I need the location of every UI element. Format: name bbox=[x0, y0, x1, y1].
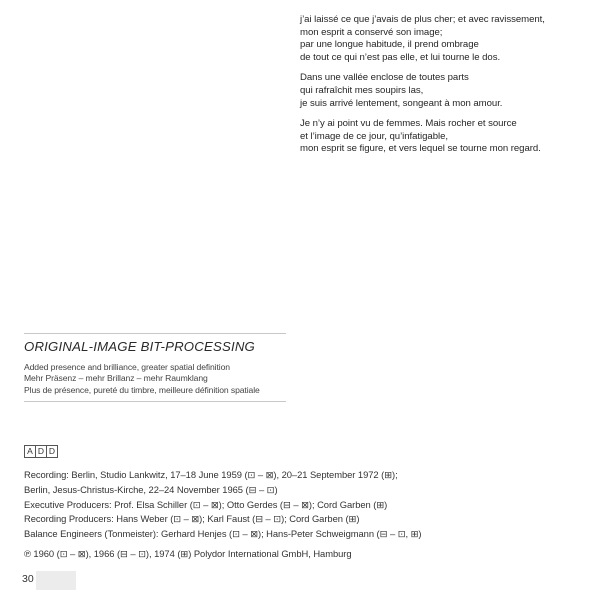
poem-line: je suis arrivé lentement, songeant à mon amour. bbox=[300, 97, 503, 109]
credit-recording-producers: Recording Producers: Hans Weber (⊡ – ⊠); Karl Faust (⊟ – ⊡); Cord Garben (⊞) bbox=[24, 513, 360, 525]
poem-line: et l’image de ce jour, qu’infatigable, bbox=[300, 130, 448, 142]
add-code-letter: D bbox=[46, 445, 58, 458]
page-number: 30 bbox=[22, 573, 34, 585]
poem-stanza-3 bbox=[300, 118, 590, 156]
poem-line: Je n’y ai point vu de femmes. Mais rocher et source bbox=[300, 118, 517, 130]
credit-executive-producers: Executive Producers: Prof. Elsa Schiller (⊡ – ⊠); Otto Gerdes (⊟ – ⊠); Cord Garben (⊞) bbox=[24, 498, 388, 510]
poem-line: Dans une vallée enclose de toutes parts bbox=[300, 72, 469, 84]
poem-line: par une longue habitude, il prend ombrage bbox=[300, 39, 479, 51]
poem-line: de tout ce qui n’est pas elle, et lui tourne le dos. bbox=[300, 51, 501, 63]
copyright-line: ℗ 1960 (⊡ – ⊠), 1966 (⊟ – ⊡), 1974 (⊞) Polydor International GmbH, Hamburg bbox=[24, 547, 352, 559]
original-image-bit-processing-box bbox=[24, 333, 286, 402]
page-tab-shading bbox=[36, 571, 76, 590]
add-code-letter: A bbox=[24, 445, 36, 458]
obp-line-english: Added presence and brilliance, greater spatial definition bbox=[24, 362, 230, 372]
obp-title: ORIGINAL-IMAGE BIT-PROCESSING bbox=[24, 339, 256, 354]
obp-line-german: Mehr Präsenz – mehr Brillanz – mehr Raumklang bbox=[24, 373, 208, 384]
add-code-badge bbox=[24, 445, 57, 458]
poem-line: qui rafraîchit mes soupirs las, bbox=[300, 84, 424, 96]
french-poem-text bbox=[300, 14, 590, 164]
add-code-letter: D bbox=[35, 445, 47, 458]
poem-stanza-1 bbox=[300, 14, 590, 64]
recording-credits bbox=[24, 468, 584, 562]
credit-recording-location-line: Berlin, Jesus-Christus-Kirche, 22–24 November 1965 (⊟ – ⊡) bbox=[24, 483, 278, 495]
poem-line: mon esprit se figure, et vers lequel se tourne mon regard. bbox=[300, 143, 541, 155]
bottom-divider bbox=[24, 401, 286, 402]
credit-balance-engineers: Balance Engineers (Tonmeister): Gerhard Henjes (⊡ – ⊠); Hans-Peter Schweigmann (⊟ – ⊡, ⊞) bbox=[24, 528, 422, 540]
poem-line: j’ai laissé ce que j’avais de plus cher; et avec ravissement, bbox=[300, 14, 545, 25]
poem-stanza-2 bbox=[300, 72, 590, 110]
top-divider bbox=[24, 333, 286, 334]
obp-line-french: Plus de présence, pureté du timbre, meilleure définition spatiale bbox=[24, 384, 260, 395]
poem-line: mon esprit a conservé son image; bbox=[300, 26, 443, 38]
obp-description bbox=[24, 362, 286, 396]
credit-recording-line: Recording: Berlin, Studio Lankwitz, 17–18 June 1959 (⊡ – ⊠), 20–21 September 1972 (⊞); bbox=[24, 469, 398, 480]
